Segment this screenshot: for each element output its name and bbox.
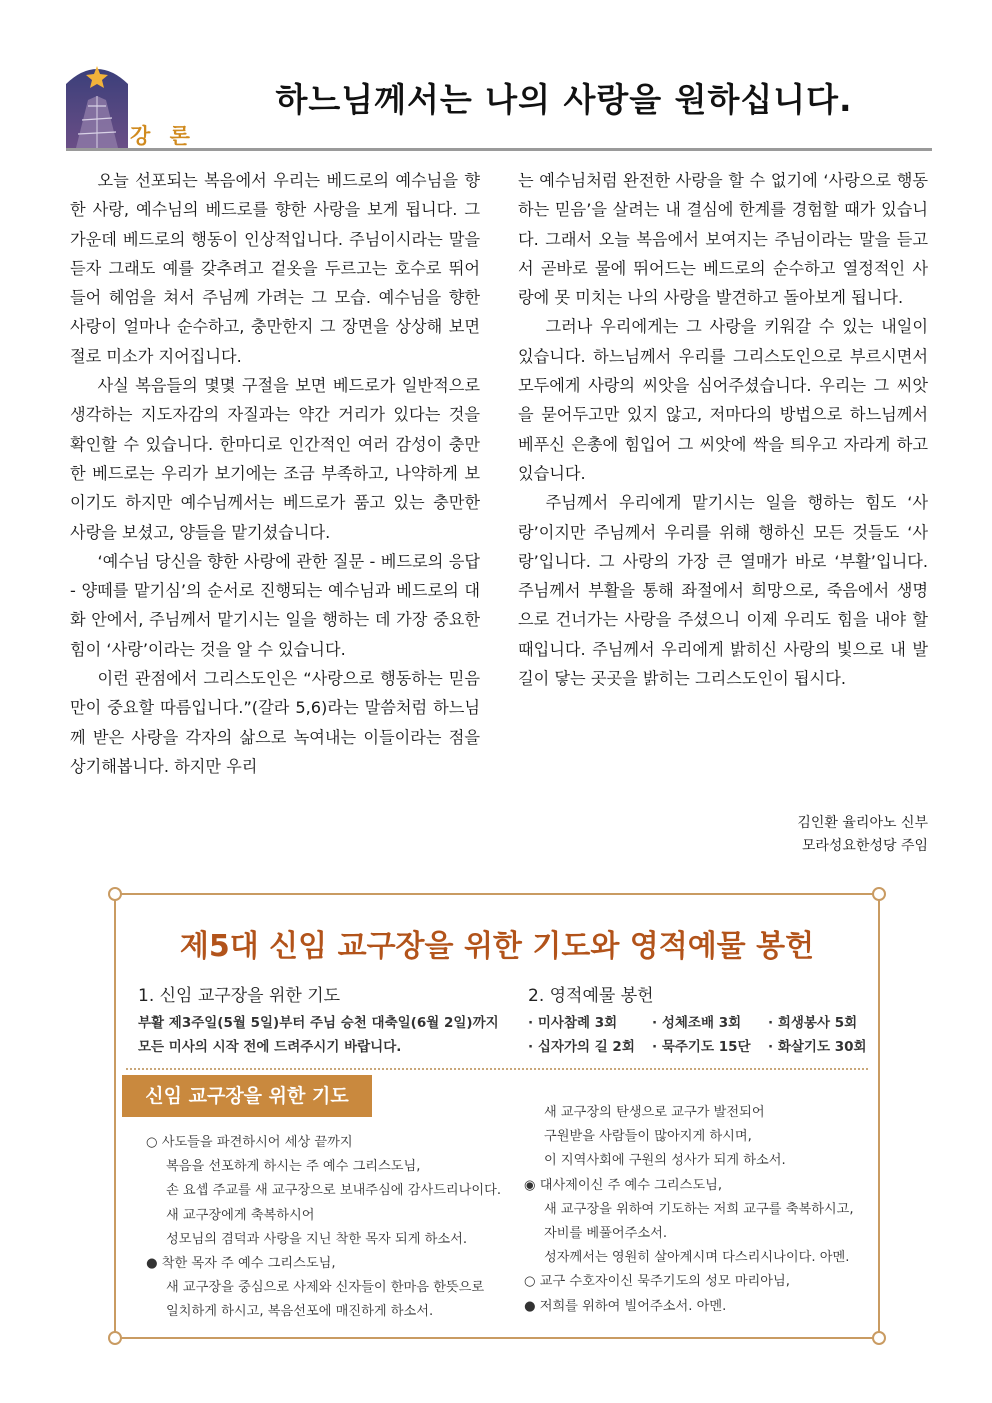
offering-list <box>528 1011 878 1059</box>
author-name: 김인환 율리아노 신부 <box>797 815 928 831</box>
homily-paragraph: 사실 복음들의 몇몇 구절을 보면 베드로가 일반적으로 생각하는 지도자감의 자질과는 약간 거리가 있다는 것을 확인할 수 있습니다. 한마디로 인간적인 여러 감성이 충만한 베드로는 우리가 보기에는 조금 부족하고, 나약하게 보이기도 하지만 예수님께서는 베드로가 품고 있는 충만한 사랑을 보셨고, 양들을 맡기셨습니다. <box>70 376 480 542</box>
offering-item: · 미사참례 3회 <box>528 1015 618 1031</box>
prayer-line: 새 교구장을 중심으로 사제와 신자들이 한마음 한뜻으로 <box>166 1280 485 1296</box>
prayer-line: 성자께서는 영원히 살아계시며 다스리시나이다. 아멘. <box>544 1250 850 1266</box>
offering-item: · 성체조배 3회 <box>652 1015 742 1031</box>
notice-title: 제5대 신임 교구장을 위한 기도와 영적예물 봉헌 <box>179 929 815 964</box>
page-title: 하느님께서는 나의 사랑을 원하십니다. <box>275 80 853 119</box>
prayer-label: 신임 교구장을 위한 기도 <box>122 1075 372 1117</box>
prayer-line: 이 지역사회에 구원의 성사가 되게 하소서. <box>544 1153 786 1169</box>
homily-paragraph: 는 예수님처럼 완전한 사랑을 할 수 없기에 ‘사랑으로 행동하는 믿음’을 살려는 내 결심에 한계를 경험할 때가 있습니다. 그래서 오늘 복음에서 보여지는 주님이라는 말을 듣고서 곧바로 물에 뛰어드는 베드로의 순수하고 열정적인 사랑에 못 미치는 나의 사랑을 발견하고 돌아보게 됩니다. <box>518 171 928 308</box>
homily-right-column <box>518 166 928 693</box>
prayer-line: 새 교구장에게 축복하시어 <box>166 1207 315 1223</box>
author-signature <box>620 812 928 858</box>
prayer-line: 새 교구장을 위하여 기도하는 저희 교구를 축복하시고, <box>544 1201 854 1217</box>
header-divider <box>66 148 932 151</box>
prayer-line: ◉ 대사제이신 주 예수 그리스도님, <box>524 1177 723 1193</box>
prayer-line: 구원받을 사람들이 많아지게 하시며, <box>544 1129 752 1145</box>
offering-row <box>528 1035 878 1059</box>
prayer-line: ● 저희를 위하여 빌어주소서. 아멘. <box>524 1298 727 1314</box>
author-role: 모라성요한성당 주임 <box>801 838 928 854</box>
homily-paragraph: 주님께서 우리에게 맡기시는 일을 행하는 힘도 ‘사랑’이지만 주님께서 우리를 위해 행하신 모든 것들도 ‘사랑’입니다. 그 사랑의 가장 큰 열매가 바로 ‘부활’입니다. 주님께서 부활을 통해 좌절에서 희망으로, 죽음에서 생명으로 건너가는 사랑을 주셨으니 이제 우리도 힘을 내야 할 때입니다. 주님께서 우리에게 밝히신 사랑의 빛으로 내 발길이 닿는 곳곳을 밝히는 그리스도인이 됩시다. <box>518 493 928 689</box>
instruction-line: 부활 제3주일(5월 5일)부터 주님 승천 대축일(6월 2일)까지 <box>138 1015 499 1031</box>
prayer-instructions <box>138 1011 538 1059</box>
dotted-divider <box>126 1068 868 1070</box>
prayer-section-heading: 1. 신임 교구장을 위한 기도 <box>138 986 341 1006</box>
homily-paragraph: 오늘 선포되는 복음에서 우리는 베드로의 예수님을 향한 사랑, 예수님의 베드로를 향한 사랑을 보게 됩니다. 그 가운데 베드로의 행동이 인상적입니다. 주님이시라는 말을 듣자 그래도 예를 갖추려고 겉옷을 두르고는 호수로 뛰어들어 헤엄을 쳐서 주님께 가려는 그 모습. 예수님을 향한 사랑이 얼마나 순수하고, 충만한지 그 장면을 상상해 보면 절로 미소가 지어집니다. <box>70 171 480 366</box>
offering-item: · 묵주기도 15단 <box>652 1039 751 1055</box>
corner-ornament <box>872 1331 886 1345</box>
prayer-line: ○ 교구 수호자이신 묵주기도의 성모 마리아님, <box>524 1274 790 1290</box>
prayer-text-left <box>146 1131 502 1325</box>
notice-box <box>114 893 880 1339</box>
stained-glass-icon <box>66 60 128 148</box>
homily-left-column <box>70 166 480 781</box>
offering-item: · 화살기도 30회 <box>768 1039 867 1055</box>
offering-item: · 희생봉사 5회 <box>768 1015 858 1031</box>
homily-paragraph: 이런 관점에서 그리스도인은 “사랑으로 행동하는 믿음만이 중요할 따름입니다.”(갈라 5,6)라는 말씀처럼 하느님께 받은 사랑을 각자의 삶으로 녹여내는 이들이라는 점을 상기해봅니다. 하지만 우리 <box>70 669 480 776</box>
prayer-line: ○ 사도들을 파견하시어 세상 끝까지 <box>146 1135 353 1150</box>
prayer-line: 손 요셉 주교를 새 교구장으로 보내주심에 감사드리나이다. <box>166 1183 502 1199</box>
offering-row <box>528 1011 878 1035</box>
corner-ornament <box>872 887 886 901</box>
prayer-line: 새 교구장의 탄생으로 교구가 발전되어 <box>544 1105 765 1120</box>
prayer-line: ● 착한 목자 주 예수 그리스도님, <box>146 1256 336 1272</box>
corner-ornament <box>108 887 122 901</box>
prayer-line: 성모님의 겸덕과 사랑을 지닌 착한 목자 되게 하소서. <box>166 1231 468 1247</box>
homily-paragraph: ‘예수님 당신을 향한 사랑에 관한 질문 - 베드로의 응답 - 양떼를 맡기심’의 순서로 진행되는 예수님과 베드로의 대화 안에서, 주님께서 맡기시는 일을 행하는 데 가장 중요한 힘이 ‘사랑’이라는 것을 알 수 있습니다. <box>70 551 480 659</box>
offering-item: · 십자가의 길 2회 <box>528 1039 635 1055</box>
homily-paragraph: 그러나 우리에게는 그 사랑을 키워갈 수 있는 내일이 있습니다. 하느님께서 우리를 그리스도인으로 부르시면서 모두에게 사랑의 씨앗을 심어주셨습니다. 우리는 그 씨앗을 묻어두고만 있지 않고, 저마다의 방법으로 하느님께서 베푸신 은총에 힘입어 그 씨앗에 싹을 틔우고 자라게 하고 있습니다. <box>518 317 928 483</box>
prayer-line: 복음을 선포하게 하시는 주 예수 그리스도님, <box>166 1159 421 1175</box>
prayer-line: 자비를 베풀어주소서. <box>544 1226 668 1242</box>
corner-ornament <box>108 1331 122 1345</box>
prayer-text-right <box>524 1101 874 1319</box>
homily-header <box>66 60 932 152</box>
instruction-line: 모든 미사의 시작 전에 드려주시기 바랍니다. <box>138 1039 402 1055</box>
section-label: 강 론 <box>130 124 196 148</box>
prayer-line: 일치하게 하시고, 복음선포에 매진하게 하소서. <box>166 1304 434 1320</box>
offering-section-heading: 2. 영적예물 봉헌 <box>528 986 654 1006</box>
